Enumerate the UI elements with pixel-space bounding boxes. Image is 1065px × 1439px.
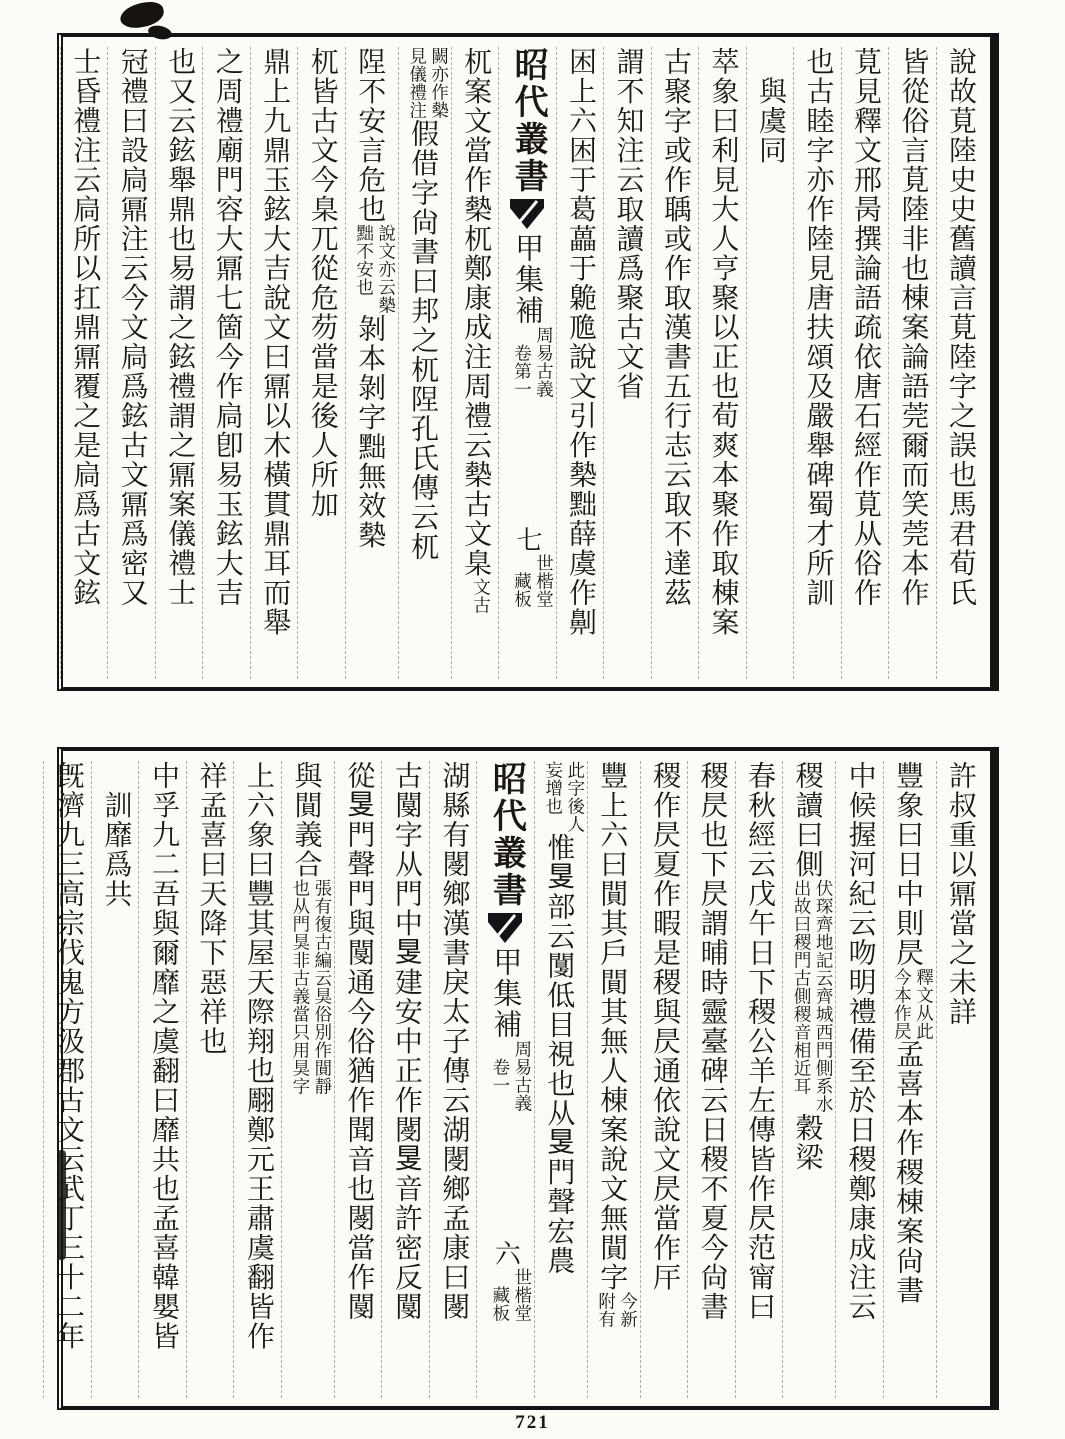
column-text: 鼎上九鼎玉鉉大吉說文曰鼏以木橫貫鼎耳而舉: [259, 47, 291, 637]
folio-number: 七: [513, 526, 543, 554]
column-text: 古聚字或作聥或作取漢書五行志云取不達茲: [660, 47, 691, 608]
note-line: 今本作昃: [892, 967, 913, 1040]
text-column: [398, 47, 451, 679]
column-text: 謂不知注云取讀爲聚古文省: [612, 47, 644, 401]
note-line: 伏琛齊地記云齊城西門側系水: [814, 879, 835, 1113]
note-line: 周易古義: [512, 1040, 533, 1112]
note-line: 見儀禮注: [407, 47, 428, 119]
column-text: 萃象曰利見大人亨聚以正也荀爽本聚作取棟案: [707, 47, 739, 637]
column-text: 也又云鉉舉鼎也易謂之鉉禮謂之鼏案儀禮士: [164, 47, 196, 608]
interlinear-note: [490, 1040, 534, 1112]
interlinear-note: [512, 554, 556, 608]
column-text: 湖縣有閿鄉漢書戾太子傳云湖閿鄉孟康曰閿: [438, 761, 470, 1322]
note-line: 世楷堂: [534, 553, 555, 608]
text-column: [841, 47, 889, 679]
column-text: 豐象曰日中則昃: [892, 761, 924, 968]
column-text: 也古睦字亦作陸見唐扶頌及嚴舉碑蜀才所訓: [802, 47, 834, 608]
text-column: [936, 47, 984, 679]
column-text: 惟𥄎部云闅低目視也从𥄎門聲宏農: [543, 833, 575, 1276]
interlinear-note: [354, 224, 398, 314]
text-column: [429, 761, 477, 1398]
note-line: 張有復古編云狊俗別作閴靜: [312, 879, 333, 1095]
text-column: [345, 47, 398, 679]
column-text: 豐上六曰閴其戶閴其無人棟案說文無閴字: [596, 761, 628, 1292]
note-line: 藏板: [490, 1267, 511, 1322]
text-column: [883, 761, 936, 1398]
note-line: 卷第一: [512, 326, 533, 398]
text-column: [451, 47, 499, 679]
note-line: 周易古義: [534, 326, 555, 398]
text-column: [91, 761, 139, 1398]
text-column: [888, 47, 936, 679]
column-text: 陧不安言危也: [354, 47, 386, 224]
text-column: [202, 47, 250, 679]
column-text: 稷讀曰側: [791, 761, 823, 879]
text-column: [250, 47, 298, 679]
text-column: [936, 761, 984, 1398]
column-text: 說故莧陸史史舊讀言莧陸字之誤也馬君荀氏: [945, 47, 976, 608]
column-text: 冠禮曰設扃鼏注云今文扃爲鉉古文鼏爲密又: [116, 47, 148, 608]
column-text: 皆從俗言莧陸非也棟案論語莞爾而笑莞本作: [897, 47, 929, 608]
column-text: 許叔重以鼏當之未詳: [945, 761, 976, 1027]
note-line: 此字後人: [565, 761, 586, 833]
note-line: 說文亦云槷: [376, 224, 397, 314]
column-text: 稷作昃夏作暇是稷與昃通依說文昃當作厈: [649, 761, 681, 1292]
text-column: [687, 761, 735, 1398]
series-title: 昭代叢書: [487, 761, 525, 909]
note-line: 黜不安也: [354, 224, 375, 296]
column-text: 士昏禮注云扃所以扛鼎鼏覆之是扃爲古文鉉: [69, 47, 101, 608]
column-text: 假借字尙書曰邦之杌陧孔氏傳云杌: [407, 119, 439, 562]
page-block-top: [57, 33, 999, 691]
column-text: 之周禮廟門容大鼏七箇今作扃卽易玉鉉大吉: [211, 47, 243, 608]
column-text: 杌皆古文今臬兀從危芴當是後人所加: [306, 47, 338, 519]
note-line: 世楷堂: [512, 1267, 533, 1322]
column-text: 祥孟喜曰天降下惡祥也: [195, 761, 227, 1056]
series-title: 昭代叢書: [509, 47, 547, 195]
text-column: [60, 47, 108, 679]
note-line: 卷一: [490, 1040, 511, 1094]
fishtail-icon: [499, 199, 555, 229]
text-column: [651, 47, 699, 679]
text-column: [155, 47, 203, 679]
interlinear-note: [892, 968, 936, 1040]
text-column: [233, 761, 281, 1398]
text-column: [334, 761, 382, 1398]
column-text: 中孚九二吾與爾靡之虞翻曰靡共也孟喜韓嬰皆: [147, 761, 179, 1351]
spacer: [504, 1112, 507, 1240]
note-line: 附有: [596, 1292, 617, 1328]
collection-label: 甲集補: [489, 947, 522, 1040]
column-text: 上六象曰豐其屋天際翔也翢鄭元王肅虞翻皆作: [242, 761, 274, 1351]
collection-label: 甲集補: [511, 233, 544, 326]
text-column: [186, 761, 234, 1398]
text-column: [735, 761, 783, 1398]
fishtail-icon: [477, 913, 533, 943]
column-text: 稷昃也下昃謂晡時靈臺碑云日稷不夏今尙書: [696, 761, 728, 1322]
column-text: 中候握河紀云吻明禮備至於日稷鄭康成注云: [844, 761, 876, 1322]
interlinear-note: [791, 879, 835, 1113]
interlinear-note: [407, 47, 451, 119]
text-column: [43, 761, 91, 1398]
column-text: 困上六困于葛藟于臲卼說文引作槷黜薛虞作劓: [565, 47, 596, 637]
note-line: 妄增也: [543, 761, 564, 815]
column-text: 從𥄎門聲門與閺通今俗猶作聞音也閿當作閺: [343, 761, 375, 1322]
note-line: 也从門狊非古義當只用狊字: [290, 879, 311, 1095]
text-column: [746, 47, 794, 679]
page-number: 721: [515, 1412, 550, 1433]
text-column: [138, 761, 186, 1398]
column-text: 與閴義合: [290, 761, 322, 879]
interlinear-note: [543, 761, 587, 833]
column-text: 訓靡爲共: [100, 761, 132, 909]
text-column: [297, 47, 345, 679]
text-column: [534, 761, 587, 1398]
note-line: 釋文从此: [914, 967, 935, 1040]
text-column: [587, 761, 640, 1398]
column-text: 春秋經云戊午日下稷公羊左傳皆作昃范甯曰: [744, 761, 776, 1322]
column-text: 與虞同: [755, 47, 786, 165]
text-column: [782, 761, 835, 1398]
note-line: 闕亦作槷: [429, 47, 450, 119]
interlinear-note: [512, 326, 556, 398]
text-column: [793, 47, 841, 679]
column-text: 穀梁: [791, 1113, 823, 1172]
interlinear-note: [490, 1268, 534, 1322]
interlinear-note: [471, 578, 493, 614]
folio-number: 六: [491, 1240, 521, 1268]
note-line: 文古: [471, 578, 492, 614]
column-text: 古閺字从門中𥄎建安中正作閿𥄎音許密反閺: [390, 761, 422, 1322]
column-text: 莧見釋文邢昺撰論語疏依唐石經作莧从俗作: [850, 47, 881, 608]
column-text: 剝本剝字黜無效槷: [354, 314, 386, 550]
interlinear-note: [290, 879, 334, 1095]
text-column: [556, 47, 604, 679]
column-text: 杌案文當作槷杌鄭康成注周禮云槷古文臬: [460, 47, 492, 578]
note-line: 藏板: [512, 553, 533, 608]
title-column: [476, 761, 533, 1398]
text-column: [381, 761, 429, 1398]
column-text: 孟喜本作稷棟案尙書: [892, 1039, 924, 1305]
text-column: [835, 761, 883, 1398]
text-column: [107, 47, 155, 679]
interlinear-note: [596, 1292, 640, 1328]
text-column: [281, 761, 334, 1398]
column-text: 旣濟九三高宗伐鬼方汲郡古文云武丁三十二年: [52, 761, 84, 1351]
spacer: [526, 398, 529, 526]
page-block-bottom: [52, 747, 999, 1410]
text-column: [603, 47, 651, 679]
note-line: 出故曰稷門古側稷音相近耳: [792, 879, 813, 1095]
text-column: [640, 761, 688, 1398]
note-line: 今新: [618, 1292, 639, 1328]
title-column: [498, 47, 555, 679]
text-column: [698, 47, 746, 679]
